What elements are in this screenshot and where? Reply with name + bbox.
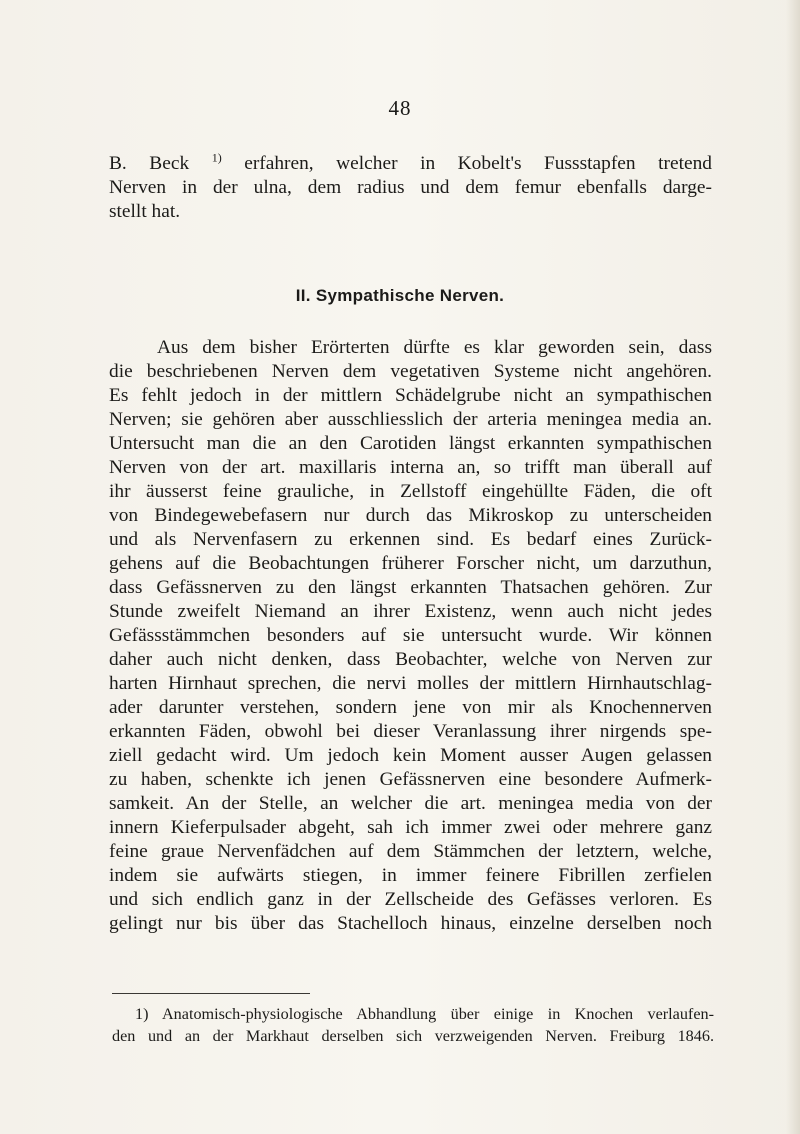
text-line: Untersucht man die an den Carotiden längst erkannten sympathischen — [109, 433, 712, 454]
text-line: Stunde zweifelt Niemand an ihrer Existenz, wenn auch nicht jedes — [109, 601, 712, 622]
page-number: 48 — [388, 96, 412, 120]
text-line: stellt hat. — [109, 201, 181, 222]
footnote — [112, 1003, 714, 1047]
text-line: Nerven in der ulna, dem radius und dem femur ebenfalls darge- — [109, 177, 712, 198]
text-line: ziell gedacht wird. Um jedoch kein Moment ausser Augen gelassen — [109, 745, 712, 766]
text-line: feine graue Nervenfädchen auf dem Stämmchen der letztern, welche, — [109, 841, 712, 862]
main-paragraph-text — [109, 336, 712, 936]
text-line: Nerven von der art. maxillaris interna an, so trifft man überall auf — [109, 457, 712, 478]
footnote-divider — [112, 993, 310, 994]
intro-paragraph-text — [109, 152, 712, 224]
text-line: Gefässstämmchen besonders auf sie untersucht wurde. Wir können — [109, 625, 712, 646]
text-line: die beschriebenen Nerven dem vegetativen Systeme nicht angehören. — [109, 361, 712, 382]
text-line: gehens auf die Beobachtungen früherer Forscher nicht, um darzuthun, — [109, 553, 712, 574]
text-line: Es fehlt jedoch in der mittlern Schädelgrube nicht an sympathischen — [109, 385, 712, 406]
intro-paragraph — [109, 152, 712, 224]
page-edge-shadow — [786, 0, 800, 1134]
text-line: B. Beck $^{1)}$ erfahren, welcher in Kobelt's Fussstapfen tretend — [109, 150, 712, 174]
text-line: von Bindegewebefasern nur durch das Mikroskop zu unterscheiden — [109, 505, 712, 526]
text-line: ihr äusserst feine grauliche, in Zellstoff eingehüllte Fäden, die oft — [109, 481, 712, 502]
text-line: ader darunter verstehen, sondern jene von mir als Knochennerven — [109, 697, 712, 718]
text-line: indem sie aufwärts stiegen, in immer feinere Fibrillen zerfielen — [109, 865, 712, 886]
text-line: innern Kieferpulsader abgeht, sah ich immer zwei oder mehrere ganz — [109, 817, 712, 838]
section-heading: II. Sympathische Nerven. — [295, 286, 505, 305]
text-line: Aus dem bisher Erörterten dürfte es klar geworden sein, dass — [157, 337, 712, 358]
text-line: harten Hirnhaut sprechen, die nervi molles der mittlern Hirnhautschlag- — [109, 673, 712, 694]
footnote-line: den und an der Markhaut derselben sich verzweigenden Nerven. Freiburg 1846. — [112, 1027, 714, 1045]
text-line: dass Gefässnerven zu den längst erkannten Thatsachen gehören. Zur — [109, 577, 712, 598]
text-line: gelingt nur bis über das Stachelloch hinaus, einzelne derselben noch — [109, 913, 712, 934]
text-line: daher auch nicht denken, dass Beobachter, welche von Nerven zur — [109, 649, 712, 670]
text-line: samkeit. An der Stelle, an welcher die art. meningea media von der — [109, 793, 712, 814]
text-line: und als Nervenfasern zu erkennen sind. Es bedarf eines Zurück- — [109, 529, 712, 550]
footnote-line: 1) Anatomisch-physiologische Abhandlung über einige in Knochen verlaufen- — [135, 1005, 714, 1023]
text-line: erkannten Fäden, obwohl bei dieser Veranlassung ihrer nirgends spe- — [109, 721, 712, 742]
text-line: zu haben, schenkte ich jenen Gefässnerven eine besondere Aufmerk- — [109, 769, 712, 790]
main-paragraph — [109, 336, 712, 936]
footnote-reference: 1) — [211, 150, 222, 165]
text-line: Nerven; sie gehören aber ausschliesslich der arteria meningea media an. — [109, 409, 712, 430]
text-line: und sich endlich ganz in der Zellscheide des Gefässes verloren. Es — [109, 889, 712, 910]
